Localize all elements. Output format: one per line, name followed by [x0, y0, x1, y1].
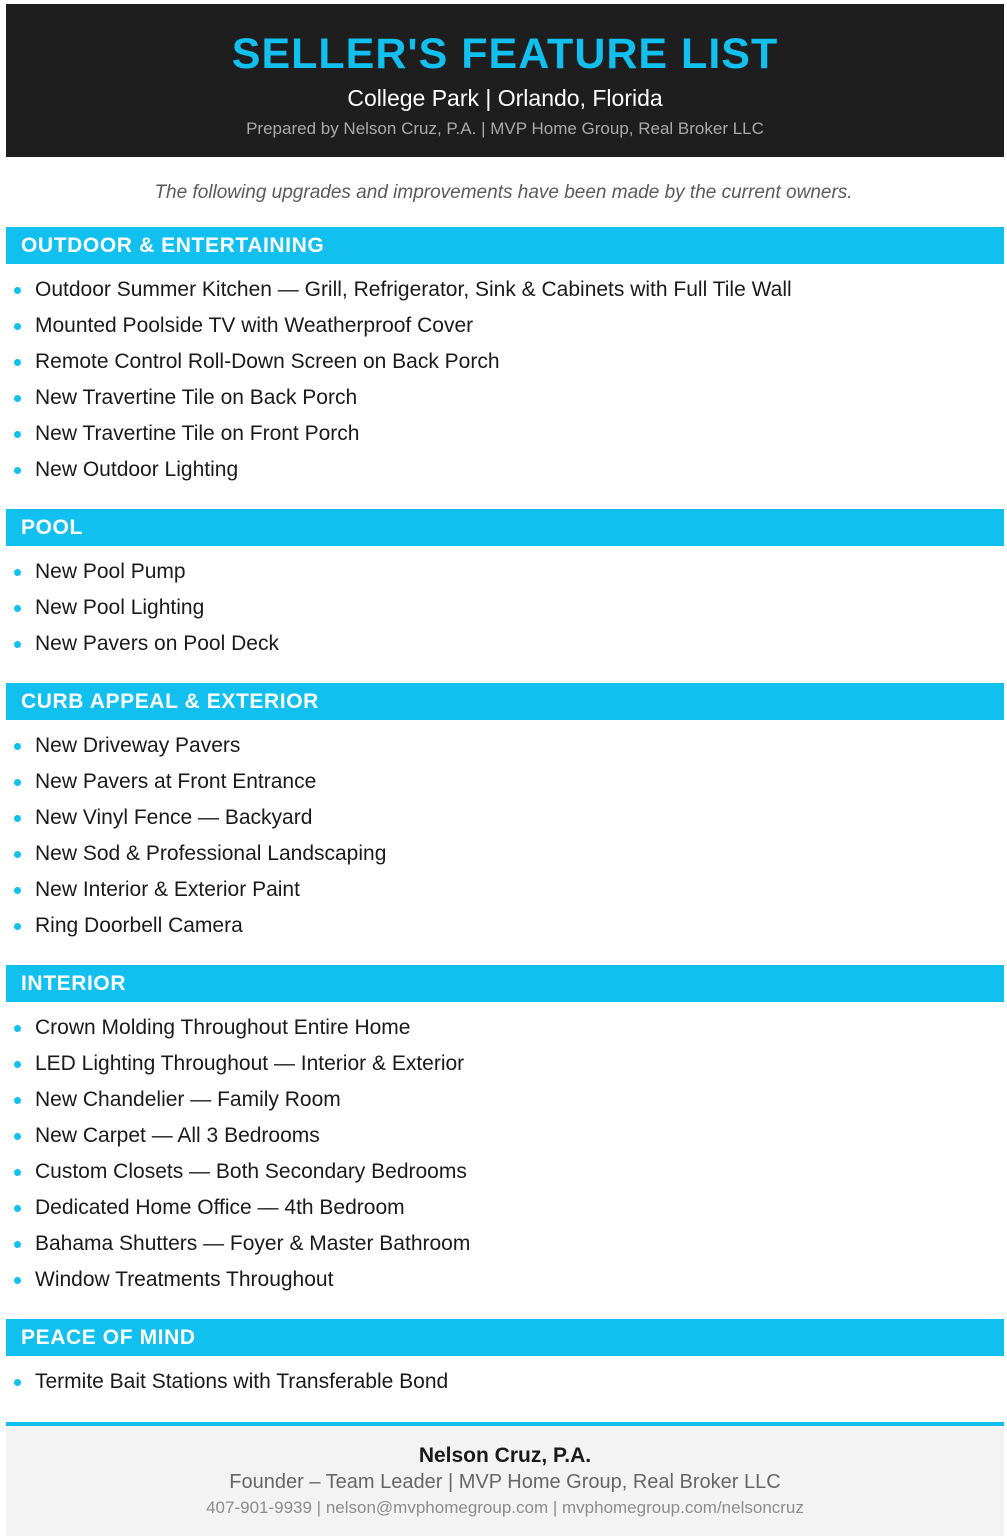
item-text: New Travertine Tile on Front Porch	[35, 422, 360, 445]
list-item	[0, 272, 1000, 308]
bullet-icon	[14, 923, 21, 930]
list-item	[0, 344, 1000, 380]
list-item	[0, 554, 1000, 590]
item-text: New Pavers at Front Entrance	[35, 770, 317, 793]
item-text: New Vinyl Fence — Backyard	[35, 806, 313, 829]
item-text: New Carpet — All 3 Bedrooms	[35, 1124, 320, 1147]
section-header-pool: POOL	[6, 509, 1004, 546]
list-item	[0, 908, 1000, 944]
list-item	[0, 872, 1000, 908]
bullet-icon	[14, 605, 21, 612]
agent-name: Nelson Cruz, P.A.	[418, 1444, 592, 1467]
item-text: Bahama Shutters — Foyer & Master Bathroom	[35, 1232, 471, 1255]
list-item	[0, 380, 1000, 416]
bullet-icon	[14, 1379, 21, 1386]
list-item	[0, 1364, 1000, 1400]
item-text: Crown Molding Throughout Entire Home	[35, 1016, 411, 1039]
list-item	[0, 1118, 1000, 1154]
list-item	[0, 1190, 1000, 1226]
item-text: New Sod & Professional Landscaping	[35, 842, 387, 865]
section-header-peace-of-mind: PEACE OF MIND	[6, 1319, 1004, 1356]
item-text: New Outdoor Lighting	[35, 458, 239, 481]
bullet-icon	[14, 395, 21, 402]
bullet-icon	[14, 815, 21, 822]
item-text: LED Lighting Throughout — Interior & Exterior	[35, 1052, 465, 1075]
list-item	[0, 1082, 1000, 1118]
list-item	[0, 590, 1000, 626]
section-header-curb-appeal: CURB APPEAL & EXTERIOR	[6, 683, 1004, 720]
bullet-icon	[14, 1061, 21, 1068]
item-text: Termite Bait Stations with Transferable Bond	[35, 1370, 449, 1393]
list-item	[0, 1046, 1000, 1082]
item-text: Outdoor Summer Kitchen — Grill, Refrigerator, Sink & Cabinets with Full Tile Wall	[35, 278, 792, 301]
bullet-icon	[14, 1169, 21, 1176]
intro-text: The following upgrades and improvements have been made by the current owners.	[154, 182, 853, 203]
list-item	[0, 800, 1000, 836]
bullet-icon	[14, 743, 21, 750]
item-text: New Travertine Tile on Back Porch	[35, 386, 358, 409]
list-item	[0, 764, 1000, 800]
bullet-icon	[14, 467, 21, 474]
list-item	[0, 1154, 1000, 1190]
list-item	[0, 728, 1000, 764]
bullet-icon	[14, 1277, 21, 1284]
bullet-icon	[14, 1025, 21, 1032]
section-header-interior: INTERIOR	[6, 965, 1004, 1002]
bullet-icon	[14, 779, 21, 786]
list-item	[0, 452, 1000, 488]
item-text: Ring Doorbell Camera	[35, 914, 243, 937]
bullet-icon	[14, 359, 21, 366]
bullet-icon	[14, 1241, 21, 1248]
item-text: Window Treatments Throughout	[35, 1268, 334, 1291]
bullet-icon	[14, 1097, 21, 1104]
prepared-by-line: Prepared by Nelson Cruz, P.A. | MVP Home Group, Real Broker LLC	[246, 119, 764, 138]
item-text: New Pool Pump	[35, 560, 186, 583]
list-item	[0, 1010, 1000, 1046]
footer	[6, 1426, 1004, 1536]
list-item	[0, 1262, 1000, 1298]
agent-contact: 407-901-9939 | nelson@mvphomegroup.com | mvphomegroup.com/nelsoncruz	[206, 1498, 804, 1517]
item-text: New Pool Lighting	[35, 596, 205, 619]
bullet-icon	[14, 641, 21, 648]
section-list-pool	[0, 554, 1000, 662]
item-text: New Pavers on Pool Deck	[35, 632, 279, 655]
item-text: Dedicated Home Office — 4th Bedroom	[35, 1196, 405, 1219]
bullet-icon	[14, 851, 21, 858]
page-title: SELLER'S FEATURE LIST	[231, 30, 779, 78]
bullet-icon	[14, 1205, 21, 1212]
bullet-icon	[14, 431, 21, 438]
header-banner	[6, 4, 1004, 157]
agent-role: Founder – Team Leader | MVP Home Group, Real Broker LLC	[229, 1471, 781, 1493]
list-item	[0, 626, 1000, 662]
item-text: New Chandelier — Family Room	[35, 1088, 341, 1111]
section-header-outdoor: OUTDOOR & ENTERTAINING	[6, 227, 1004, 264]
section-list-curb-appeal	[0, 728, 1000, 944]
list-item	[0, 1226, 1000, 1262]
item-text: Remote Control Roll-Down Screen on Back Porch	[35, 350, 500, 373]
bullet-icon	[14, 287, 21, 294]
bullet-icon	[14, 323, 21, 330]
bullet-icon	[14, 569, 21, 576]
list-item	[0, 836, 1000, 872]
bullet-icon	[14, 887, 21, 894]
item-text: Mounted Poolside TV with Weatherproof Cover	[35, 314, 474, 337]
section-list-outdoor	[0, 272, 1000, 488]
section-list-interior	[0, 1010, 1000, 1298]
item-text: New Interior & Exterior Paint	[35, 878, 300, 901]
list-item	[0, 308, 1000, 344]
location-subtitle: College Park | Orlando, Florida	[347, 85, 663, 111]
list-item	[0, 416, 1000, 452]
item-text: Custom Closets — Both Secondary Bedrooms	[35, 1160, 467, 1183]
section-list-peace-of-mind	[0, 1364, 1000, 1400]
bullet-icon	[14, 1133, 21, 1140]
item-text: New Driveway Pavers	[35, 734, 241, 757]
